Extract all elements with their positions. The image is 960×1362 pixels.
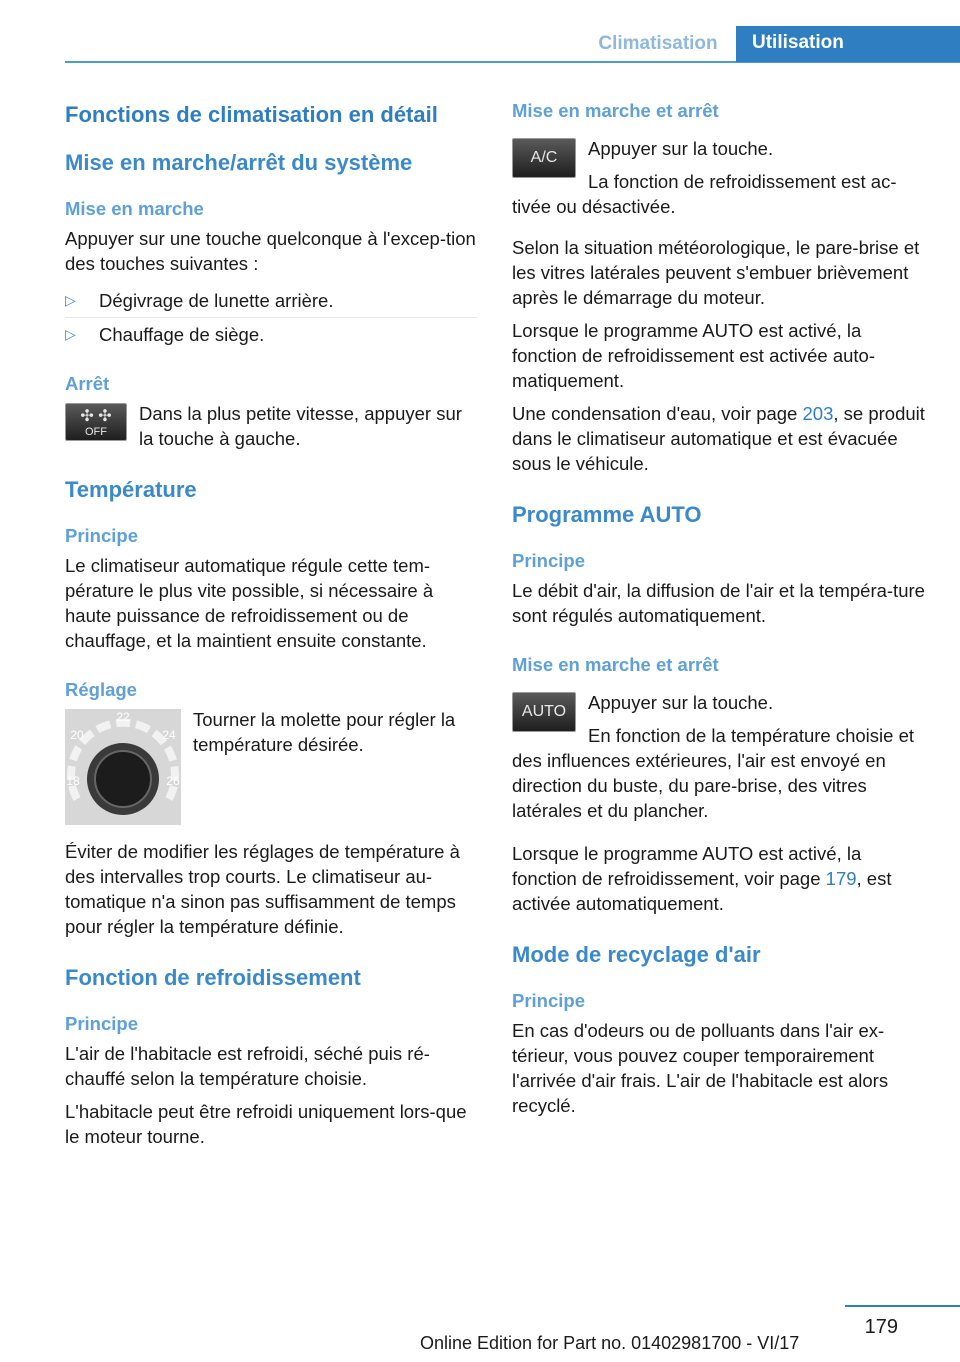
heading-onoff: Mise en marche et arrêt bbox=[512, 100, 719, 121]
heading-principle: Principe bbox=[512, 990, 585, 1011]
right-column bbox=[512, 100, 926, 1126]
paragraph-avoid: Éviter de modifier les réglages de température à des intervalles trop courts. Le climatiseur au-tomatique n'a sinon pas suffisamment de temps pour régler la température définie. bbox=[65, 841, 460, 937]
paragraph-condensation: Une condensation d'eau, voir page 203, se produit dans le climatiseur automatique et est évacuée sous le véhicule. bbox=[512, 403, 925, 474]
svg-text:20: 20 bbox=[70, 728, 84, 742]
auto-button-icon: AUTO bbox=[512, 692, 576, 732]
heading-setting: Réglage bbox=[65, 679, 137, 700]
heading-cooling: Fonction de refroidissement bbox=[65, 965, 361, 990]
off-figure bbox=[65, 401, 477, 459]
triangle-bullet-icon: ▷ bbox=[65, 326, 76, 342]
paragraph-auto-2: En fonction de la température choisie et des influences extérieures, l'air est envoyé en direction du buste, du pare-brise, des vitres latérales et du plancher. bbox=[512, 725, 914, 821]
svg-text:18: 18 bbox=[66, 774, 80, 788]
paragraph-ac-1: Appuyer sur la touche. bbox=[588, 138, 774, 159]
ac-figure bbox=[512, 136, 926, 227]
svg-text:24: 24 bbox=[162, 728, 176, 742]
ac-button-icon: A/C bbox=[512, 138, 576, 178]
paragraph-setting: Tourner la molette pour régler la température désirée. bbox=[193, 709, 456, 755]
heading-auto: Programme AUTO bbox=[512, 502, 702, 527]
paragraph-auto-3: Lorsque le programme AUTO est activé, la fonction de refroidissement, voir page 179, est activée automatiquement. bbox=[512, 843, 892, 914]
edition-footer: Online Edition for Part no. 01402981700 - VI/17 bbox=[420, 1333, 800, 1353]
tab-chapter[interactable]: Utilisation bbox=[736, 26, 960, 62]
paragraph-ac-2: La fonction de refroidissement est ac-tivée ou désactivée. bbox=[512, 171, 897, 217]
footer-rule bbox=[845, 1305, 960, 1307]
paragraph-principle: Le climatiseur automatique régule cette tem-pérature le plus vite possible, si nécessaire à haute puissance de refroidissement ou de chauffage, et la maintient ensuite constante. bbox=[65, 555, 434, 651]
paragraph-off: Dans la plus petite vitesse, appuyer sur la touche à gauche. bbox=[139, 403, 462, 449]
section-title: Fonctions de climatisation en détail bbox=[65, 102, 438, 127]
page-link[interactable]: 179 bbox=[825, 868, 857, 889]
knob-figure bbox=[65, 707, 477, 829]
temperature-knob-icon bbox=[65, 709, 181, 825]
paragraph-weather: Selon la situation météorologique, le pare-brise et les vitres latérales peuvent s'embuer brièvement après le démarrage du moteur. bbox=[512, 237, 920, 308]
paragraph-auto-program: Lorsque le programme AUTO est activé, la fonction de refroidissement est activée auto-matiquement. bbox=[512, 320, 875, 391]
paragraph-on: Appuyer sur une touche quelconque à l'excep-tion des touches suivantes : bbox=[65, 228, 476, 274]
list-item: ▷ Chauffage de siège. bbox=[65, 317, 477, 351]
heading-onoff: Mise en marche et arrêt bbox=[512, 654, 719, 675]
svg-text:26: 26 bbox=[166, 774, 180, 788]
heading-on: Mise en marche bbox=[65, 198, 204, 219]
triangle-bullet-icon: ▷ bbox=[65, 292, 76, 308]
paragraph-cooling-2: L'habitacle peut être refroidi uniquement lors-que le moteur tourne. bbox=[65, 1101, 467, 1147]
auto-figure bbox=[512, 690, 926, 831]
heading-principle: Principe bbox=[512, 550, 585, 571]
page-link[interactable]: 203 bbox=[802, 403, 834, 424]
paragraph-auto-1: Appuyer sur la touche. bbox=[588, 692, 774, 713]
tab-section[interactable]: Climatisation bbox=[580, 28, 736, 60]
bullet-list bbox=[65, 284, 477, 351]
list-item: ▷ Dégivrage de lunette arrière. bbox=[65, 290, 334, 311]
page-number: 179 bbox=[864, 1316, 898, 1338]
paragraph-cooling-1: L'air de l'habitacle est refroidi, séché puis ré-chauffé selon la température choisie. bbox=[65, 1043, 430, 1089]
left-column bbox=[65, 100, 477, 1157]
heading-system: Mise en marche/arrêt du système bbox=[65, 150, 413, 175]
heading-off: Arrêt bbox=[65, 373, 110, 394]
heading-principle: Principe bbox=[65, 1013, 138, 1034]
svg-text:22: 22 bbox=[116, 710, 130, 724]
paragraph-recirculation: En cas d'odeurs ou de polluants dans l'air ex-térieur, vous pouvez couper temporairement l'arrivée d'air frais. L'air de l'habitacle est alors recyclé. bbox=[512, 1020, 889, 1116]
heading-principle: Principe bbox=[65, 525, 138, 546]
heading-temperature: Température bbox=[65, 477, 197, 502]
heading-recirculation: Mode de recyclage d'air bbox=[512, 942, 761, 967]
fan-off-button-icon: ✣ ✣ OFF bbox=[65, 403, 127, 441]
paragraph-auto-principle: Le débit d'air, la diffusion de l'air et la tempéra-ture sont régulés automatiquement. bbox=[512, 580, 925, 626]
